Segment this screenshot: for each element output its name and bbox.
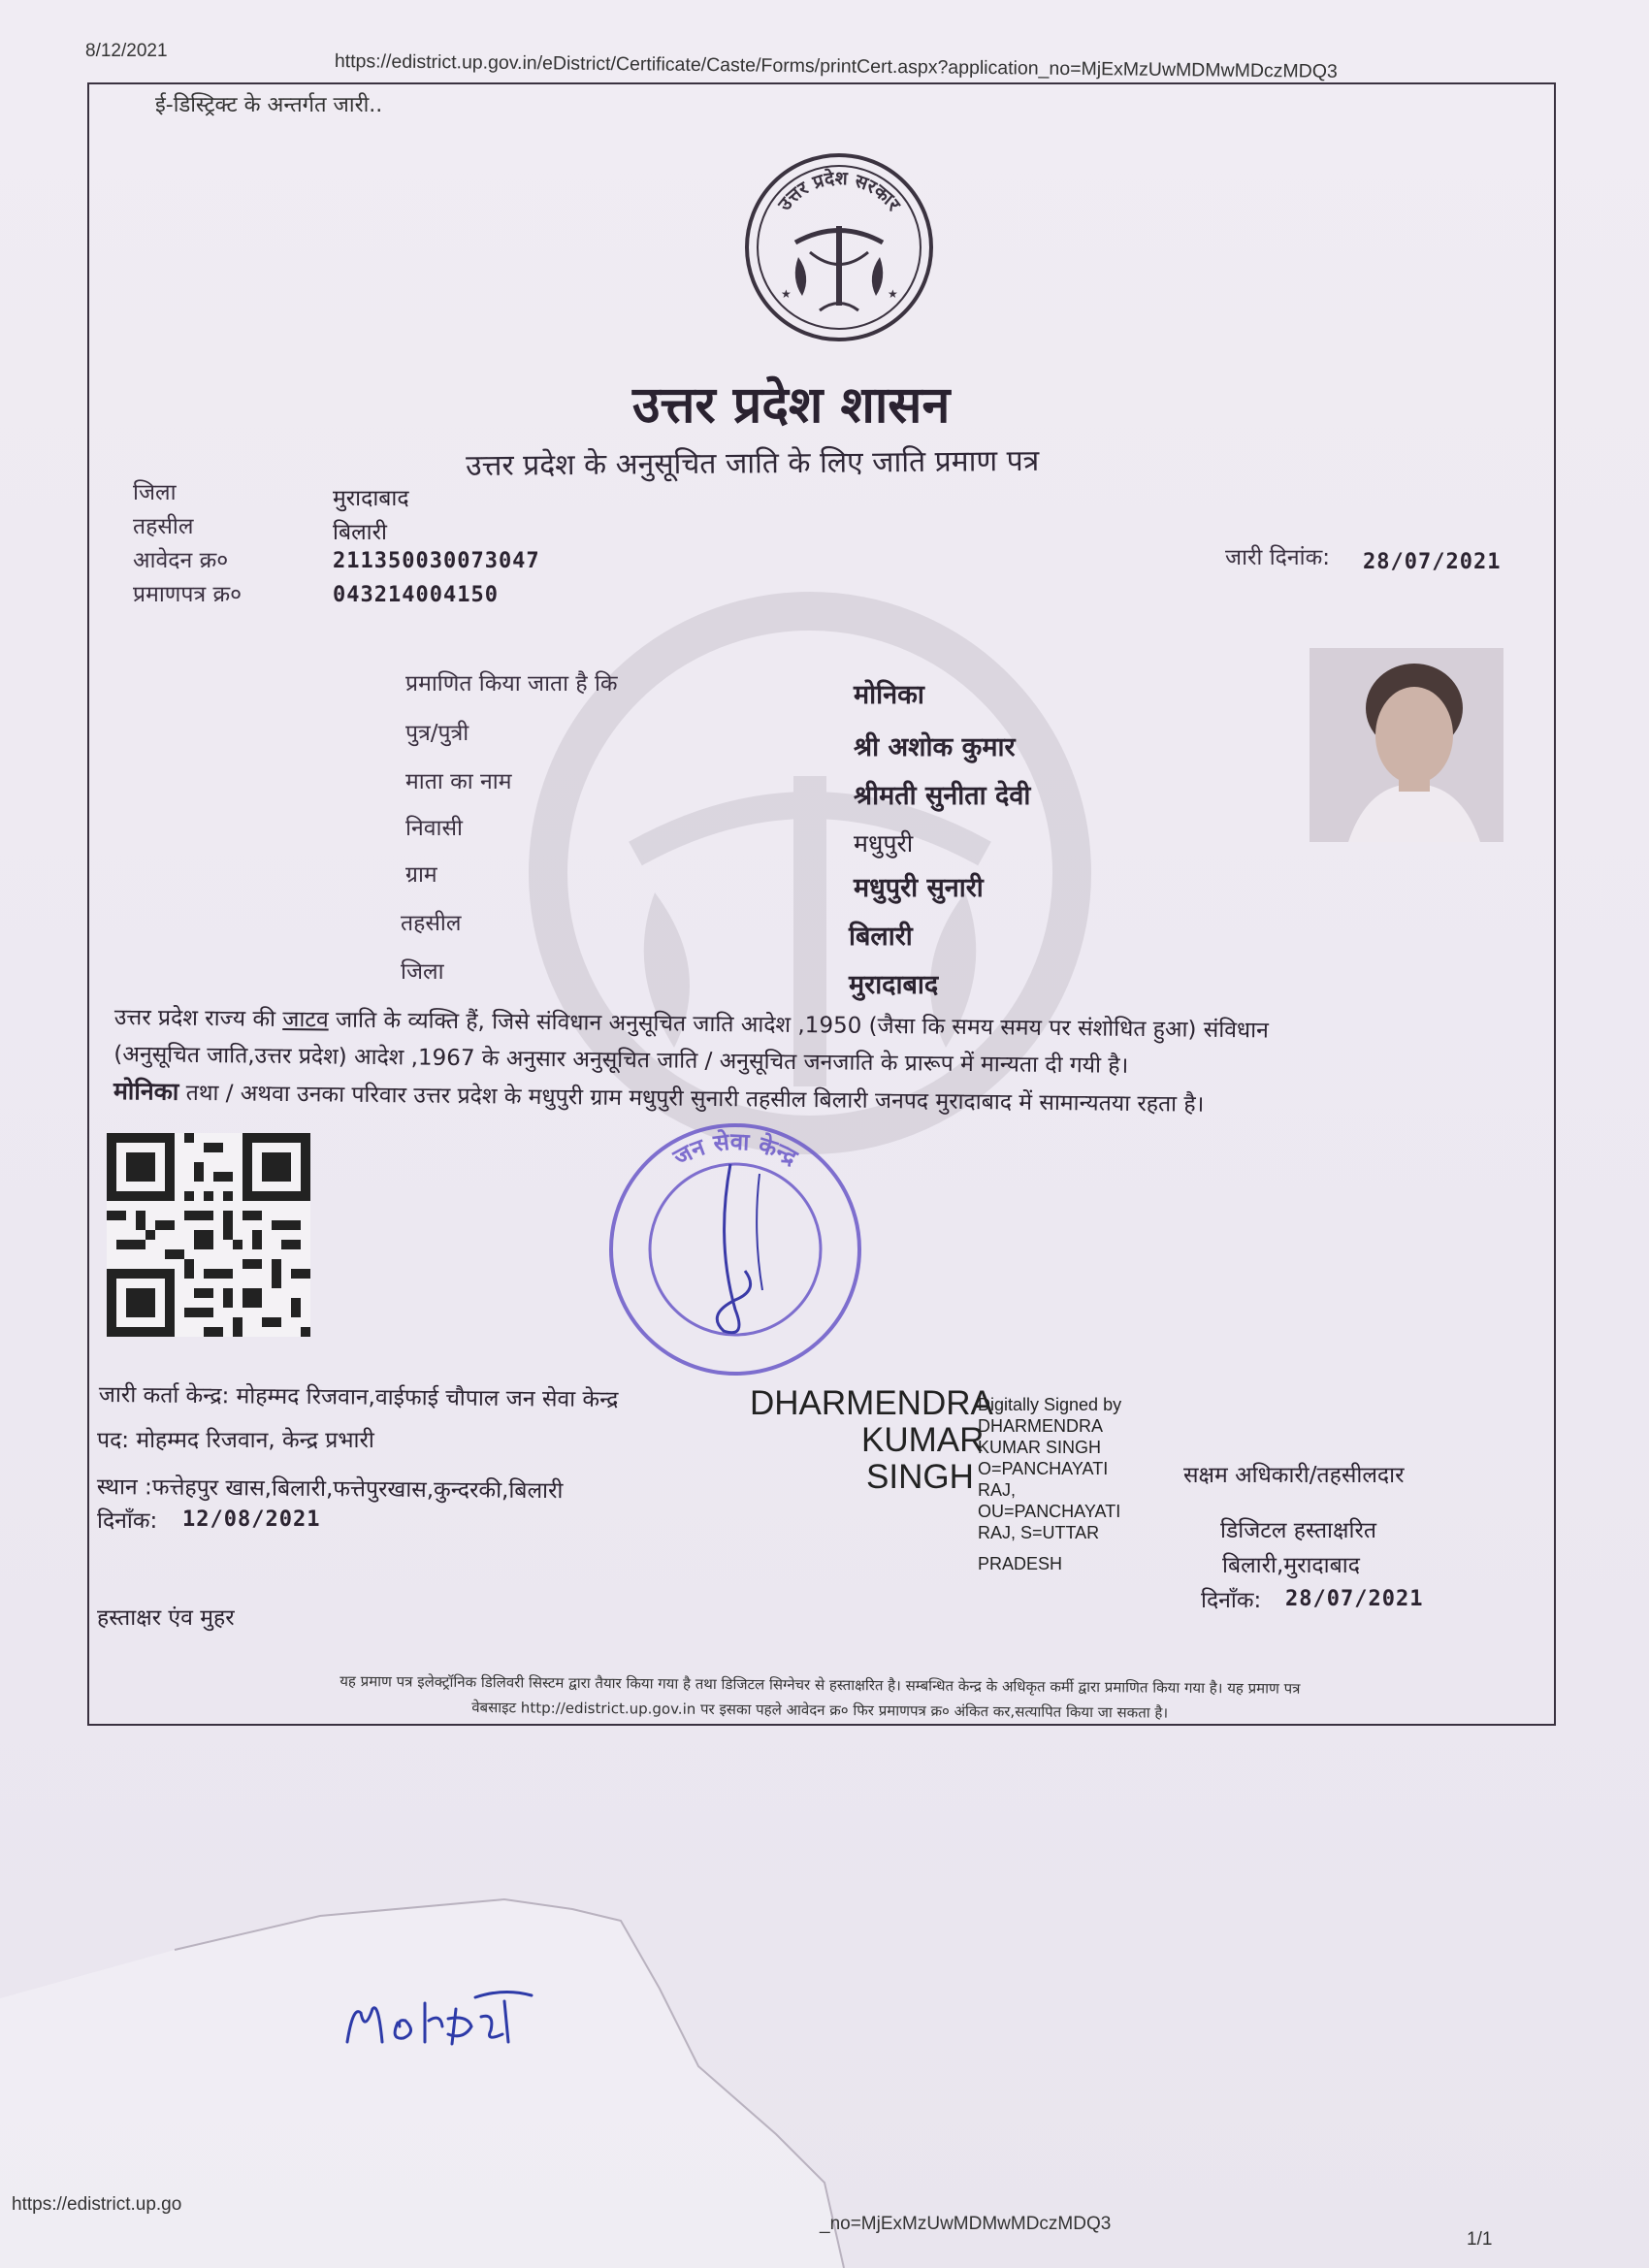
certified-that-label: प्रमाणित किया जाता है कि: [405, 671, 618, 697]
issuer-post: पद: मोहम्मद रिजवान, केन्द्र प्रभारी: [97, 1428, 374, 1453]
district-label: जिला: [133, 480, 177, 505]
applicant-name: मोनिका: [854, 680, 924, 710]
mother-name: श्रीमती सुनीता देवी: [854, 781, 1031, 811]
print-url[interactable]: https://edistrict.up.gov.in/eDistrict/Certificate/Caste/Forms/printCert.aspx?application_no=MjExMzUwMDMwMDczMDQ3: [334, 50, 1338, 82]
sign-and-seal-label: हस्ताक्षर एंव मुहर: [97, 1605, 235, 1631]
detail-tehsil-value: बिलारी: [849, 922, 913, 952]
verification-note-line-1: यह प्रमाण पत्र इलेक्ट्रॉनिक डिलिवरी सिस्टम द्वारा तैयार किया गया है तथा डिजिटल सिग्नेचर से हस्ताक्षरित है। सम्बन्धित केन्द्र के अधिकृत कर्मी द्वारा प्रमाणित किया गया है। यह प्रमाण पत्र: [340, 1671, 1301, 1698]
applicant-photo: [1310, 648, 1504, 842]
print-footer-url[interactable]: https://edistrict.up.go: [12, 2194, 182, 2215]
application-no-label: आवेदन क्र०: [133, 548, 229, 573]
svg-text:★: ★: [781, 287, 792, 301]
authority-title: सक्षम अधिकारी/तहसीलदार: [1183, 1463, 1405, 1488]
sig-detail-3: O=PANCHAYATI: [978, 1459, 1109, 1478]
issuer-date-value: 12/08/2021: [182, 1507, 321, 1532]
svg-text:उत्तर प्रदेश सरकार: [773, 167, 905, 215]
print-page-count: 1/1: [1467, 2229, 1493, 2250]
issuing-centre: जारी कर्ता केन्द्र: मोहम्मद रिजवान,वाईफाई चौपाल जन सेवा केन्द्र: [98, 1381, 619, 1413]
authority-date-label: दिनाँक:: [1201, 1588, 1262, 1613]
certificate-subtitle: उत्तर प्रदेश के अनुसूचित जाति के लिए जाति प्रमाण पत्र: [466, 443, 1040, 483]
certificate-no-label: प्रमाणपत्र क्र०: [133, 582, 242, 607]
qr-code[interactable]: [107, 1133, 310, 1337]
signer-name-line-2: KUMAR: [861, 1421, 985, 1459]
issuer-date-label: दिनाँक:: [97, 1508, 158, 1534]
signer-name-line-3: SINGH: [866, 1458, 974, 1496]
signer-name-line-1: DHARMENDRA: [750, 1384, 993, 1422]
certificate-no-value: 043214004150: [333, 583, 499, 607]
mother-name-label: माता का नाम: [405, 769, 512, 794]
detail-district-label: जिला: [401, 959, 444, 985]
sig-detail-5: OU=PANCHAYATI: [978, 1502, 1121, 1521]
print-date: 8/12/2021: [85, 41, 168, 61]
tehsil-value: बिलारी: [333, 520, 388, 545]
signed-by-label: Digitally Signed by: [978, 1395, 1122, 1414]
issue-date-label: जारी दिनांक:: [1225, 545, 1331, 570]
statement-applicant-name: मोनिका: [113, 1076, 179, 1106]
stamp-text: जन सेवा केन्द्र: [668, 1127, 802, 1172]
tehsil-label: तहसील: [133, 514, 194, 539]
resident-label: निवासी: [405, 816, 463, 841]
resident-value: मधुपुरी: [854, 829, 914, 858]
sig-detail-6: RAJ, S=UTTAR: [978, 1523, 1100, 1542]
rubber-stamp-seal: [590, 1106, 881, 1387]
statement-part-1b: जाति के व्यक्ति हैं, जिसे संविधान अनुसूचित जाति आदेश ,1950 (जैसा कि समय समय पर संशोधित हुआ) संविधान: [328, 1007, 1270, 1044]
village-value: मधुपुरी सुनारी: [854, 873, 984, 903]
detail-district-value: मुरादाबाद: [849, 970, 939, 1000]
caste-name: जाटव: [282, 1006, 329, 1033]
person-photo-icon: [1310, 648, 1504, 842]
sig-detail-7: PRADESH: [978, 1554, 1063, 1573]
district-value: मुरादाबाद: [333, 486, 409, 511]
seal-text: उत्तर प्रदेश सरकार: [773, 167, 905, 215]
authority-digital: डिजिटल हस्ताक्षरित: [1220, 1518, 1376, 1543]
digital-signer-name: [750, 1385, 993, 1496]
statement-part-2: (अनुसूचित जाति,उत्तर प्रदेश) आदेश ,1967 के अनुसार अनुसूचित जाति / अनुसूचित जनजाति के प्रारूप में मान्यता दी गयी है।: [113, 1041, 1129, 1079]
print-footer-application: _no=MjExMzUwMDMwMDczMDQ3: [820, 2214, 1112, 2234]
application-no-value: 211350030073047: [333, 549, 540, 573]
statement-part-3: तथा / अथवा उनका परिवार उत्तर प्रदेश के मधुपुरी ग्राम मधुपुरी सुनारी तहसील बिलारी जनपद मुरादाबाद में सामान्यतया रहता है।: [178, 1080, 1205, 1118]
sig-detail-4: RAJ,: [978, 1480, 1017, 1500]
handwritten-signature: [340, 1984, 543, 2061]
sig-detail-2: KUMAR SINGH: [978, 1438, 1102, 1457]
issue-date-value: 28/07/2021: [1363, 550, 1502, 574]
verification-note-line-2: वेबसाइट http://edistrict.up.gov.in पर इसका पहले आवेदन क्र० फिर प्रमाणपत्र क्र० अंकित कर,सत्यापित किया जा सकता है।: [471, 1699, 1169, 1722]
authority-date-value: 28/07/2021: [1285, 1587, 1424, 1611]
issued-under-text: ई-डिस्ट्रिक्ट के अन्तर्गत जारी..: [155, 93, 383, 117]
page-title: उत्तर प्रदेश शासन: [632, 376, 951, 435]
village-label: ग्राम: [405, 862, 437, 888]
sig-detail-1: DHARMENDRA: [978, 1416, 1104, 1436]
son-daughter-label: पुत्र/पुत्री: [405, 721, 469, 746]
statement-part-1a: उत्तर प्रदेश राज्य की: [113, 1004, 283, 1032]
authority-place: बिलारी,मुरादाबाद: [1222, 1553, 1360, 1578]
torn-paper-overlay: [0, 1882, 1649, 2268]
digital-signature-details: [978, 1394, 1121, 1574]
issuer-place: स्थान :फत्तेहपुर खास,बिलारी,फत्तेपुरखास,कुन्दरकी,बिलारी: [96, 1474, 564, 1505]
up-state-emblem-icon: [742, 150, 936, 344]
father-name: श्री अशोक कुमार: [854, 732, 1016, 762]
svg-text:★: ★: [888, 287, 898, 301]
detail-tehsil-label: तहसील: [401, 911, 462, 936]
